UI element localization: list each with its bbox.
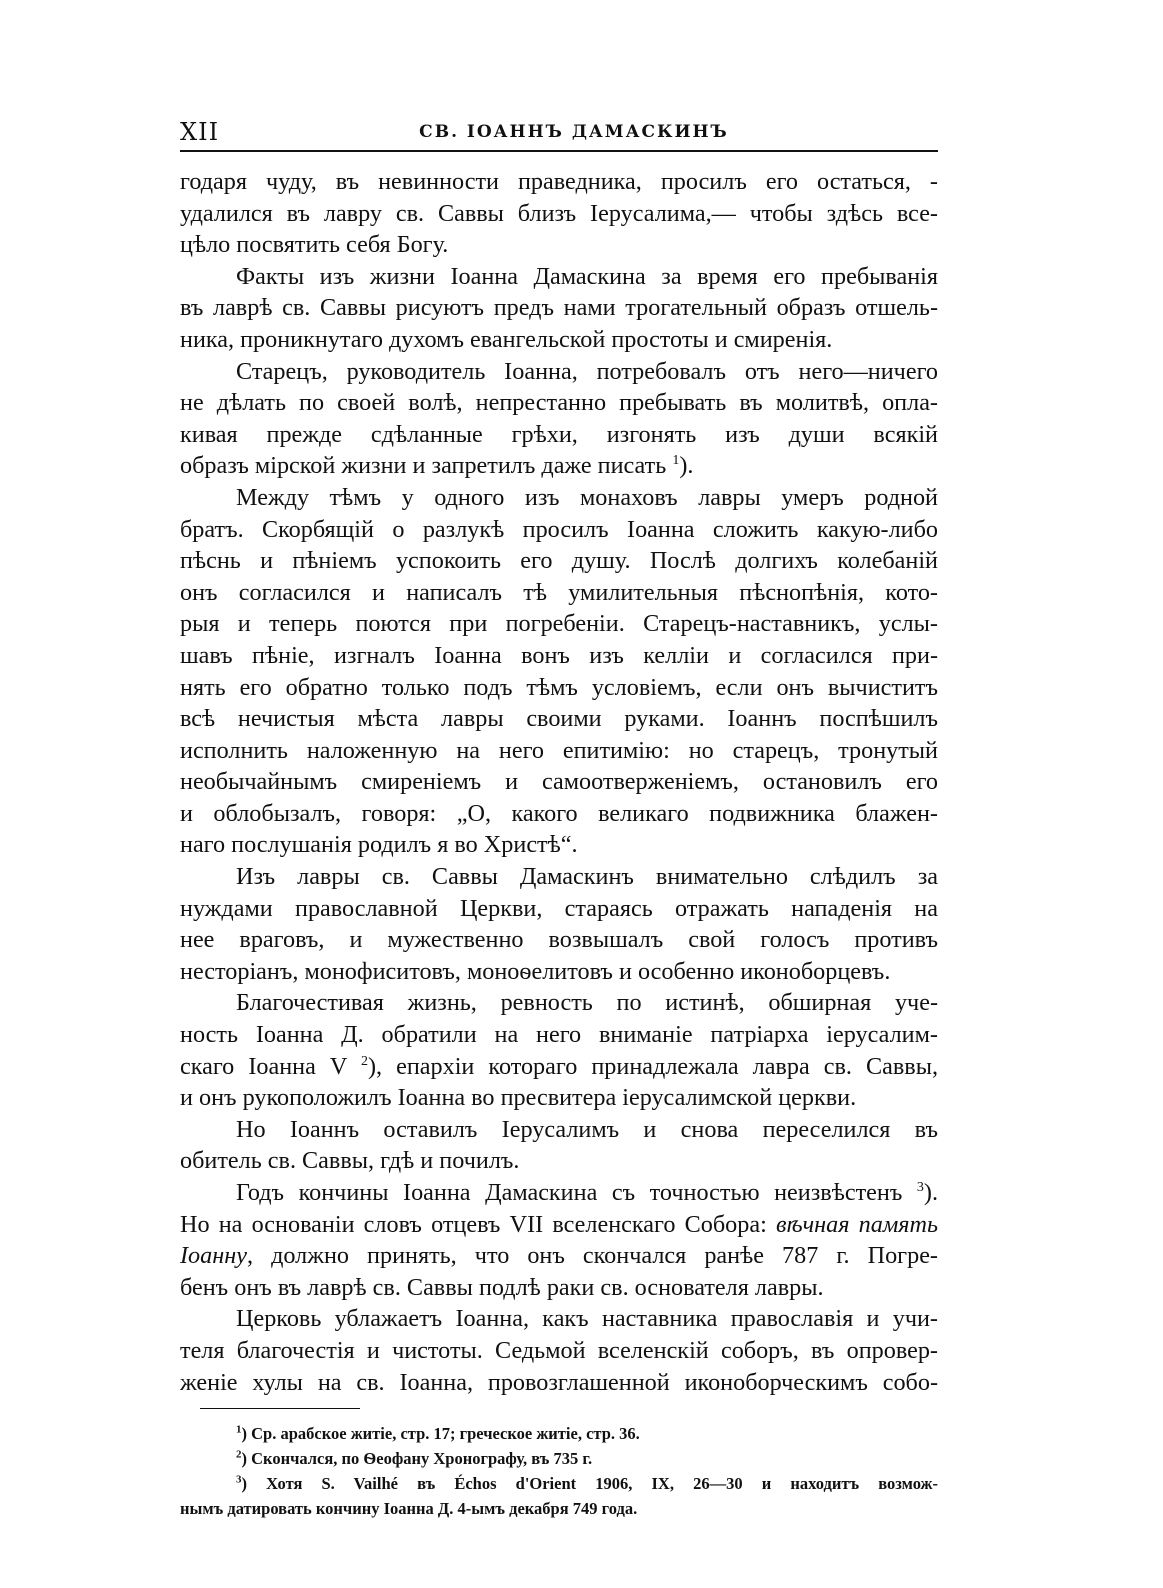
- footnote-number: 1: [236, 1423, 242, 1436]
- text-line: и облобызалъ, говоря: „О, какого великаго подвижника блажен-: [180, 799, 938, 827]
- footnote-marker: 1: [672, 453, 680, 469]
- footnote-text: Скончался, по Ѳеофану Хронографу, въ 735 г.: [251, 1449, 593, 1469]
- text-line: нее враговъ, и мужественно возвышалъ свой голосъ противъ: [180, 926, 938, 954]
- text-line: шавъ пѣніе, изгналъ Іоанна вонъ изъ келліи и согласился при-: [180, 641, 938, 669]
- text-line: цѣло посвятить себя Богу.: [180, 231, 449, 259]
- text-line: [180, 1240, 938, 1272]
- text-segment: ).: [679, 452, 694, 480]
- text-line: [180, 1051, 938, 1083]
- text-segment: Годъ кончины Іоанна Дамаскина съ точностью неизвѣстенъ: [236, 1179, 903, 1206]
- text-line: [180, 1209, 938, 1241]
- text-line: женіе хулы на св. Іоанна, провозглашенной иконоборческимъ собо-: [180, 1368, 938, 1396]
- footnote-marker: 3: [916, 1179, 924, 1195]
- text-segment: , должно принять, что онъ скончался ранѣе 787 г. Погре-: [246, 1242, 938, 1270]
- body-text: [180, 166, 938, 1398]
- footnote-2: $^2$) Скончался, по Ѳеофану Хронографу, въ 735 г.: [236, 1448, 593, 1469]
- text-line: необычайнымъ смиреніемъ и самоотверженіемъ, остановилъ его: [180, 768, 938, 796]
- footnote-3: $^3$) Хотя S. Vailhé въ Échos d'Orient 1906, IX, 26—30 и находитъ возмож-: [236, 1473, 938, 1494]
- text-line: пѣснь и пѣніемъ успокоить его душу. Послѣ долгихъ колебаній: [180, 547, 938, 575]
- text-line: нять его обратно только подъ тѣмъ условіемъ, если онъ вычиститъ: [180, 673, 938, 701]
- text-line: исполнить наложенную на него епитимію: но старецъ, тронутый: [180, 736, 938, 764]
- text-line: не дѣлать по своей волѣ, непрестанно пребывать въ молитвѣ, опла-: [180, 389, 938, 417]
- text-line: всѣ нечистыя мѣста лавры своими руками. Іоаннъ поспѣшилъ: [180, 705, 938, 733]
- text-line: въ лаврѣ св. Саввы рисуютъ предъ нами трогательный образъ отшель-: [180, 294, 938, 322]
- text-line: братъ. Скорбящій о разлукѣ просилъ Іоанна сложить какую-либо: [180, 515, 938, 543]
- page-number: XII: [180, 118, 220, 146]
- text-line: несторіанъ, монофиситовъ, моноѳелитовъ и особенно иконоборцевъ.: [180, 957, 891, 985]
- text-line: Старецъ, руководитель Іоанна, потребовалъ отъ него—ничего: [236, 357, 938, 385]
- text-line: бенъ онъ въ лаврѣ св. Саввы подлѣ раки св. основателя лавры.: [180, 1273, 824, 1301]
- footnotes: [180, 1421, 938, 1521]
- text-line: Но Іоаннъ оставилъ Іерусалимъ и снова переселился въ: [236, 1115, 938, 1143]
- text-line: ность Іоанна Д. обратили на него вниманіе патріарха іерусалим-: [180, 1021, 938, 1049]
- book-page: [180, 118, 938, 1521]
- italic-quote: вѣчная память: [775, 1210, 939, 1238]
- text-line: онъ согласился и написалъ тѣ умилительныя пѣснопѣнія, кото-: [180, 578, 938, 606]
- text-line: Между тѣмъ у одного изъ монаховъ лавры умеръ родной: [236, 483, 938, 511]
- text-line: ника, проникнутаго духомъ евангельской простоты и смиренія.: [180, 325, 833, 353]
- text-line: обитель св. Саввы, гдѣ и почилъ.: [180, 1147, 520, 1175]
- footnote-1: $^1$) Ср. арабское житіе, стр. 17; греческое житіе, стр. 36.: [236, 1423, 640, 1444]
- running-title: СВ. ІОАННЪ ДАМАСКИНЪ: [419, 122, 729, 142]
- text-line: теля благочестія и чистоты. Седьмой вселенскій соборъ, въ опровер-: [180, 1336, 938, 1364]
- footnote-text: Ср. арабское житіе, стр. 17; греческое житіе, стр. 36.: [251, 1424, 640, 1444]
- text-line: годаря чуду, въ невинности праведника, просилъ его остаться, -: [180, 168, 938, 195]
- text-line: Церковь ублажаетъ Іоанна, какъ наставника православія и учи-: [236, 1305, 938, 1333]
- italic-quote: Іоанну: [180, 1242, 247, 1270]
- text-line: наго послушанія родилъ я во Христѣ“.: [180, 831, 578, 859]
- text-line: рыя и теперь поются при погребеніи. Старецъ-наставникъ, услы-: [180, 610, 938, 638]
- footnote-text: Хотя S. Vailhé въ Échos d'Orient 1906, IX, 26—30 и находитъ возмож-: [266, 1474, 938, 1494]
- page-header: [180, 118, 938, 152]
- text-line: удалился въ лавру св. Саввы близъ Іерусалима,— чтобы здѣсь все-: [180, 199, 938, 227]
- footnote-3-continued: нымъ датировать кончину Іоанна Д. 4-ымъ декабря 749 года.: [180, 1499, 638, 1519]
- footnote-number: 2: [236, 1448, 242, 1461]
- text-segment: образъ мірской жизни и запретилъ даже писать: [180, 452, 667, 480]
- text-line: Благочестивая жизнь, ревность по истинѣ, обширная уче-: [236, 989, 938, 1017]
- footnote-divider: [200, 1408, 360, 1409]
- text-line: [180, 450, 938, 482]
- text-line: [180, 1177, 938, 1209]
- footnote-marker: 2: [360, 1053, 368, 1069]
- text-line: Факты изъ жизни Іоанна Дамаскина за время его пребыванія: [236, 262, 938, 290]
- text-line: Изъ лавры св. Саввы Дамаскинъ внимательно слѣдилъ за: [236, 863, 938, 891]
- footnote-number: 3: [236, 1473, 242, 1486]
- text-segment: ), епархіи котораго принадлежала лавра св. Саввы,: [367, 1052, 938, 1080]
- text-line: кивая прежде сдѣланные грѣхи, изгонять изъ души всякій: [180, 420, 938, 448]
- text-segment: скаго Іоанна V: [180, 1052, 347, 1080]
- text-line: и онъ рукоположилъ Іоанна во пресвитера іерусалимской церкви.: [180, 1084, 857, 1112]
- text-line: нуждами православной Церкви, стараясь отражать нападенія на: [180, 894, 938, 922]
- text-segment: Но на основаніи словъ отцевъ VII вселенскаго Собора:: [180, 1210, 767, 1238]
- text-segment: ).: [923, 1179, 938, 1206]
